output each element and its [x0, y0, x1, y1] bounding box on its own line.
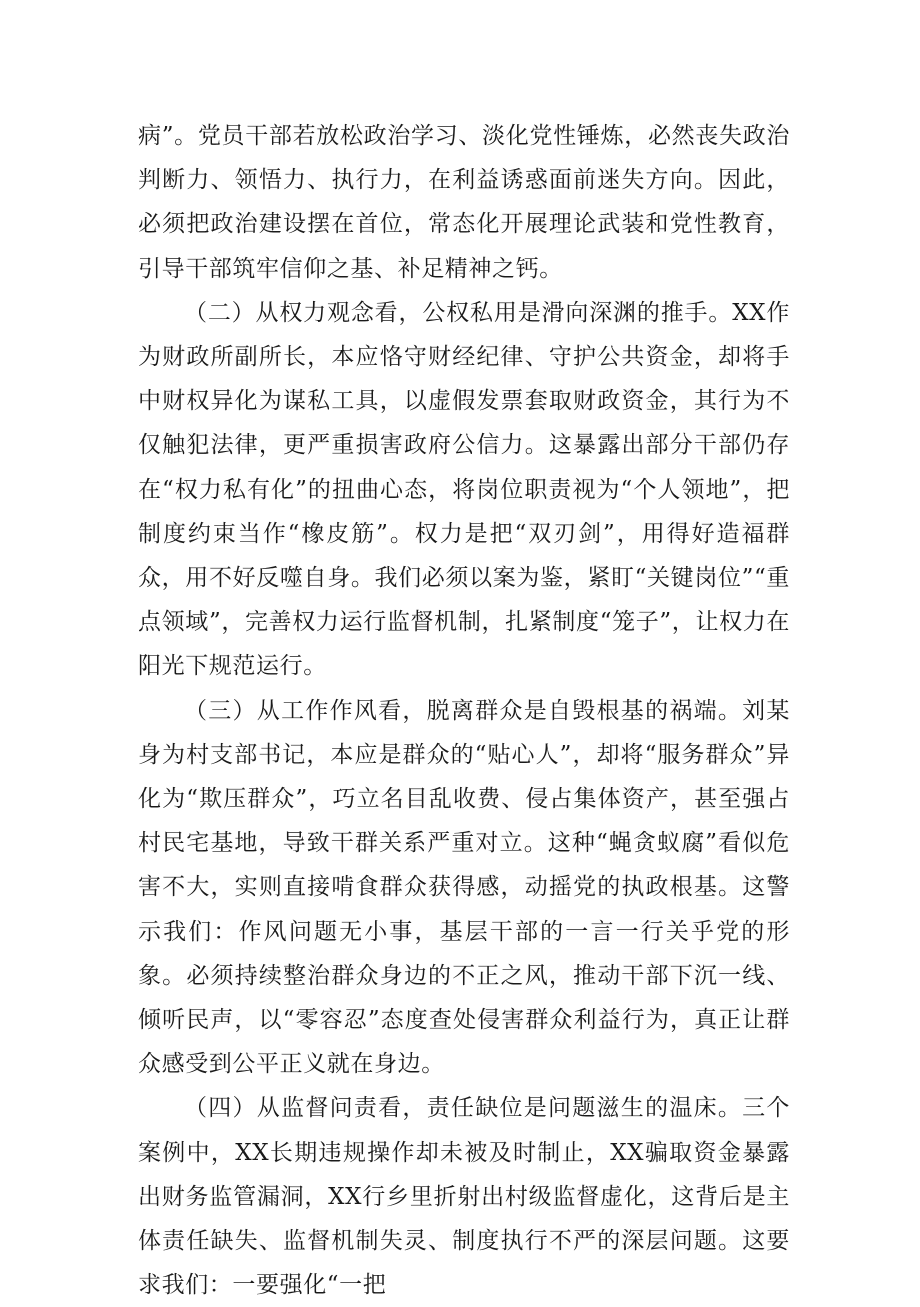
paragraph-work-style: （三）从工作作风看，脱离群众是自毁根基的祸端。刘某身为村支部书记，本应是群众的“贴心人”，却将“服务群众”异化为“欺压群众”，巧立名目乱收费、侵占集体资产，甚至强占村民宅基地，导致干群关系严重对立。这种“蝇贪蚁腐”看似危害不大，实则直接啃食群众获得感，动摇党的执政根基。这警示我们：作风问题无小事，基层干部的一言一行关乎党的形象。必须持续整治群众身边的不正之风，推动干部下沉一线、倾听民声，以“零容忍”态度查处侵害群众利益行为，真正让群众感受到公平正义就在身边。 [138, 697, 790, 1078]
paragraph-power-concept: （二）从权力观念看，公权私用是滑向深渊的推手。XX作为财政所副所长，本应恪守财经纪律、守护公共资金，却将手中财权异化为谋私工具，以虚假发票套取财政资金，其行为不仅触犯法律，更严重损害政府公信力。这暴露出部分干部仍存在“权力私有化”的扭曲心态，将岗位职责视为“个人领地”，把制度约束当作“橡皮筋”。权力是把“双刃剑”，用得好造福群众，用不好反噬自身。我们必须以案为鉴，紧盯“关键岗位”“重点领域”，完善权力运行监督机制，扎紧制度“笼子”，让权力在阳光下规范运行。 [138, 299, 790, 680]
paragraph-supervision: （四）从监督问责看，责任缺位是问题滋生的温床。三个案例中，XX长期违规操作却未被及时制止，XX骗取资金暴露出财务监管漏洞，XX行乡里折射出村级监督虚化，这背后是主体责任缺失、监督机制失灵、制度执行不严的深层问题。这要求我们：一要强化“一把 [138, 1095, 790, 1299]
paragraph-continuation: 病”。党员干部若放松政治学习、淡化党性锤炼，必然丧失政治判断力、领悟力、执行力，在利益诱惑面前迷失方向。因此，必须把政治建设摆在首位，常态化开展理论武装和党性教育，引导干部筑牢信仰之基、补足精神之钙。 [138, 123, 790, 282]
document-body [138, 114, 790, 1307]
